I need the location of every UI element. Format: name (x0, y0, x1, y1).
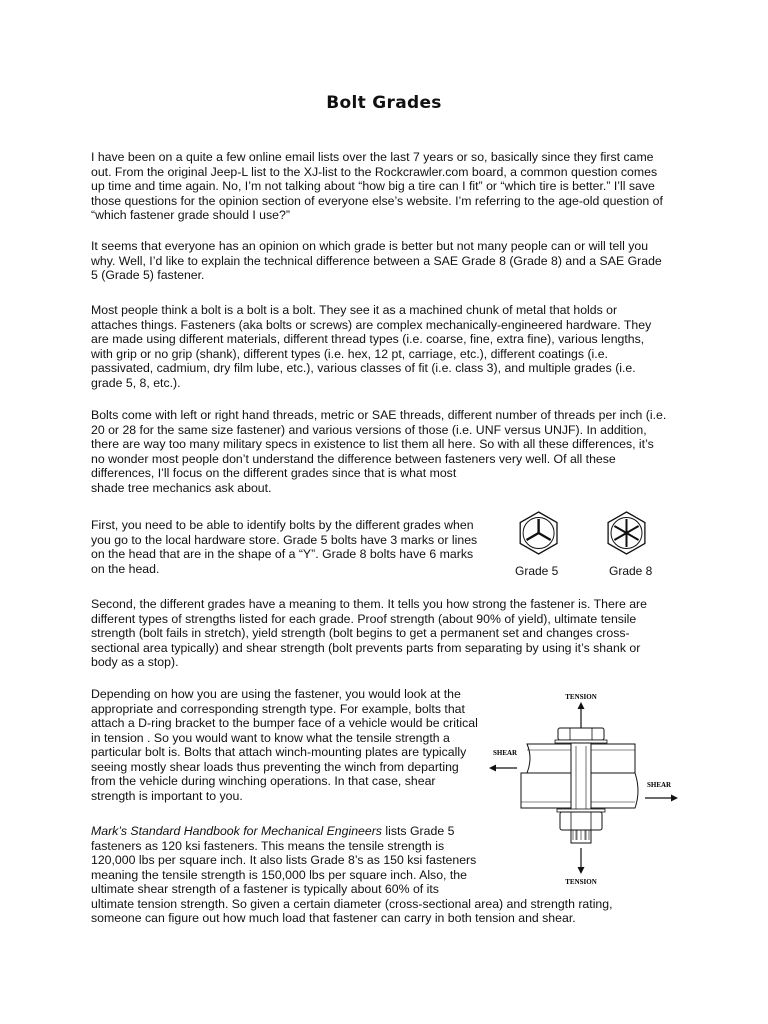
paragraph-intro (91, 150, 663, 223)
text-line: attach a D-ring bracket to the bumper face of a vehicle would be critical (91, 716, 478, 730)
tension-up-arrow-icon (578, 702, 585, 728)
shear-right-arrow-icon (645, 795, 678, 802)
text-line: are made using different materials, different thread types (i.e. coarse, fine, extra fine), various lengths, (91, 332, 645, 346)
paragraph-bolt-is-bolt (91, 303, 651, 390)
text-line: from the vehicle during winching operations. In that case, shear (91, 774, 436, 788)
text-line: attaches things. Fasteners (aka bolts or screws) are complex mechanically-engineered hardware. They (91, 317, 652, 332)
shear-left-arrow-icon (489, 765, 517, 772)
text-line: ultimate shear strength of a fastener is typically about 60% of its (91, 882, 439, 896)
text-line: on the head. (91, 561, 160, 576)
text-line: fasteners as 120 ksi fasteners. This means the tensile strength is (91, 838, 445, 853)
text-line: someone can figure out how much load that fastener can carry in both tension and shear. (91, 911, 576, 925)
text-line: I have been on a quite a few online email lists over the last 7 years or so, basically since they first came (91, 150, 654, 164)
text-line: 20 or 28 for the same size fastener) and various versions of those (i.e. UNF versus UNJF). In addition, (91, 422, 647, 437)
text-line: with grip or no grip (shank), different types (i.e. hex, 12 pt, carriage, etc.), different coatings (i.e. (91, 346, 608, 361)
tension-bottom-label: TENSION (565, 878, 597, 886)
text-line: strength is important to you. (91, 788, 243, 803)
text-line (91, 824, 613, 839)
grade8-caption: Grade 8 (609, 564, 653, 578)
text-line: sectional area typically) and shear strength (bolt prevents parts from separating by using it’s shank or (91, 640, 641, 655)
grade5-caption: Grade 5 (515, 564, 559, 578)
bolt-head (555, 728, 607, 743)
text-line: appropriate and corresponding strength type. For example, bolts that (91, 701, 465, 716)
text-line: shade tree mechanics ask about. (91, 480, 272, 495)
text-line: Second, the different grades have a meaning to them. It tells you how strong the fastener is. There are (91, 597, 647, 611)
text-line: strength (bolt fails in stretch), yield strength (bolt begins to get a permanent set and changes cross- (91, 626, 630, 640)
text-line: out. From the original Jeep-L list to the XJ-list to the Rockcrawler.com board, a common question comes (91, 164, 658, 179)
text-line: passivated, cadmium, dry film lube, etc.), various classes of fit (i.e. class 3), and multiple grades (i.e. (91, 361, 636, 375)
paragraph-usage (91, 687, 478, 803)
text-line: It seems that everyone has an opinion on which grade is better but not many people can or will tell you (91, 239, 649, 253)
text-line: particular bolt is. Bolts that attach winch-mounting plates are typically (91, 745, 467, 759)
text-line: up time and time again. No, I’m not talking about “how big a tire can I fit” or “which tire is better.” I’ll save (91, 179, 655, 193)
text-line: Depending on how you are using the fastener, you would look at the (91, 687, 461, 701)
text-line: different types of strengths listed for each grade. Proof strength (about 90% of yield), ultimate tensile (91, 611, 637, 626)
bolt-grade-marks-figure (508, 508, 668, 564)
shear-right-label: SHEAR (647, 781, 672, 789)
text-line: “which fastener grade should I use?” (91, 208, 290, 222)
text-line: 5 (Grade 5) fastener. (91, 268, 205, 282)
paragraph-strength-types (91, 597, 647, 670)
text-line: in tension . So you would want to know what the tensile strength a (91, 730, 450, 745)
text-line: body as a stop). (91, 655, 179, 669)
paragraph-identify-grades (91, 518, 477, 576)
text-line: there are way too many military specs in existence to list them all here. So with all these differences, it’s (91, 437, 654, 451)
tension-top-label: TENSION (565, 693, 597, 701)
text-line: no wonder most people don’t understand the difference between fasteners very well. Of all these (91, 451, 616, 466)
handbook-title: Mark’s Standard Handbook for Mechanical Engineers (91, 824, 382, 838)
grade5-bolt-head-icon (520, 512, 557, 554)
page-title: Bolt Grades (326, 93, 442, 113)
text-line: First, you need to be able to identify bolts by the different grades when (91, 518, 474, 532)
text-line: grade 5, 8, etc.). (91, 375, 181, 390)
text-line: Most people think a bolt is a bolt is a bolt. They see it as a machined chunk of metal that holds or (91, 303, 618, 317)
text-line: you go to the local hardware store. Grade 5 bolts have 3 marks or lines (91, 532, 478, 547)
text-line: Bolts come with left or right hand threads, metric or SAE threads, different number of threads per inch (i.e. (91, 408, 667, 422)
text-line: on the head that are in the shape of a “Y”. Grade 8 bolts have 6 marks (91, 547, 474, 561)
text-line: ultimate tension strength. So given a certain diameter (cross-sectional area) and strength rating, (91, 896, 613, 911)
text-line: differences, I’ll focus on the different grades since that is what most (91, 466, 457, 480)
text-line: 120,000 lbs per square inch. It also lists Grade 8’s as 150 ksi fasteners (91, 853, 477, 867)
paragraph-threads (91, 408, 666, 495)
shear-left-label: SHEAR (493, 749, 518, 757)
text-line: why. Well, I’d like to explain the technical difference between a SAE Grade 8 (Grade 8) and a SAE Grade (91, 253, 662, 268)
grade8-bolt-head-icon (608, 512, 645, 554)
text-line: seeing mostly shear loads thus preventing the winch from departing (91, 759, 459, 774)
text-line: those questions for the opinion section of everyone else’s website. I’m referring to the age-old question of (91, 193, 663, 208)
handbook-lead-rest: lists Grade 5 (381, 824, 455, 838)
paragraph-marks-handbook (91, 824, 613, 926)
paragraph-opinion (91, 239, 662, 283)
text-line: meaning the tensile strength is 150,000 lbs per square inch. Also, the (91, 867, 467, 882)
